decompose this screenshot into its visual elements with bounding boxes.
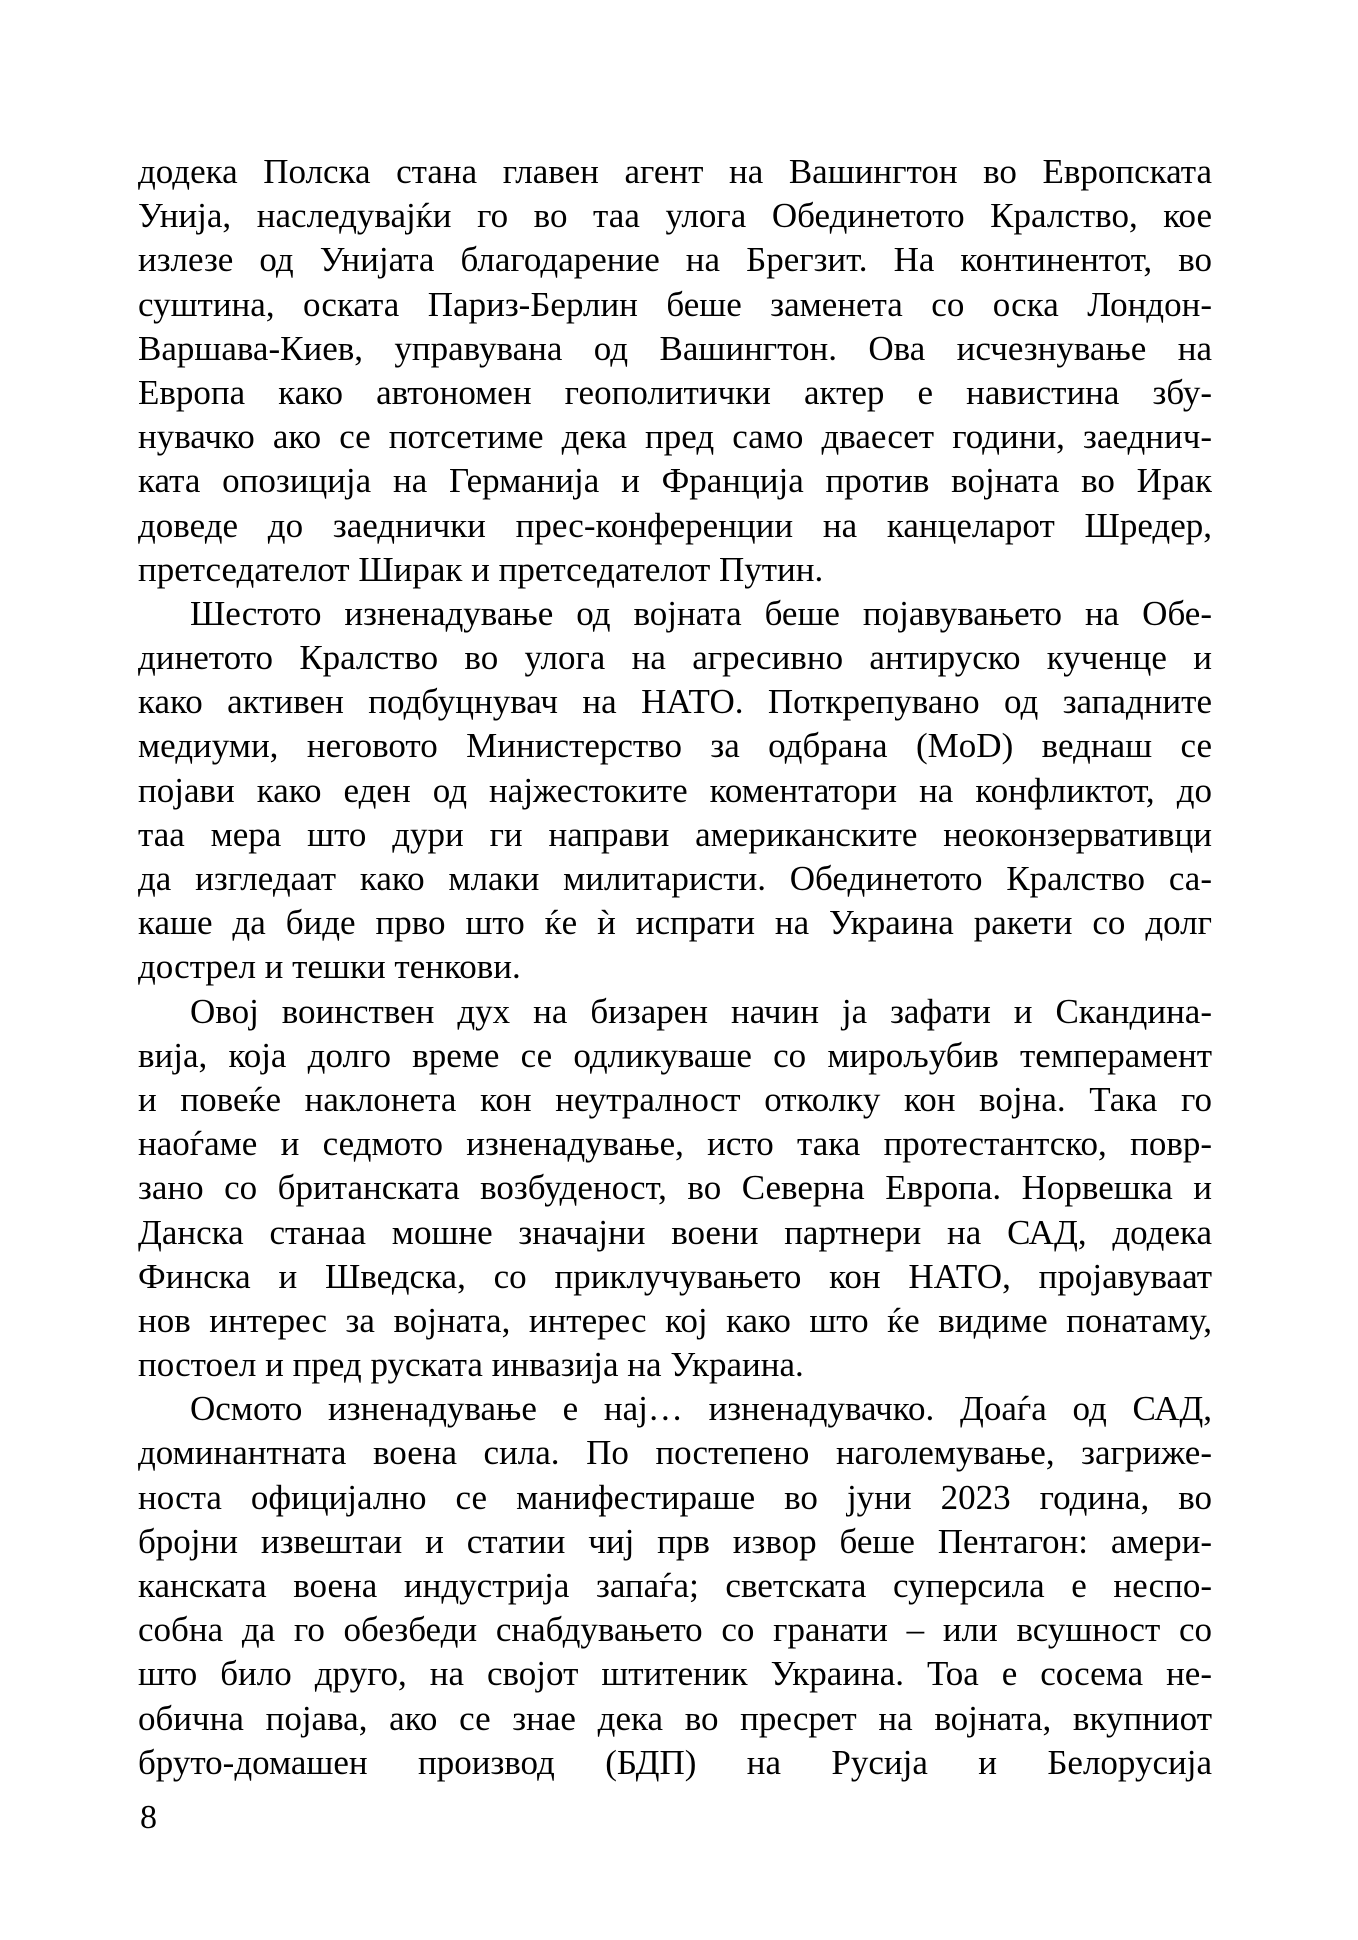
text-line: ката опозиција на Германија и Франција против војната во Ирак	[138, 461, 1212, 501]
text-line: канската воена индустрија запаѓа; светската суперсила е неспо-	[138, 1566, 1212, 1605]
text-line: наоѓаме и седмото изненадување, исто така протестантско, повр-	[138, 1124, 1212, 1164]
text-line: излезе од Унијата благодарение на Брегзит. На континентот, во	[138, 240, 1212, 280]
text-line: нов интерес за војната, интерес кој како што ќе видиме понатаму,	[138, 1300, 1212, 1340]
text-line: Овој воинствен дух на бизарен начин ја зафати и Скандина-	[190, 991, 1212, 1031]
text-line: Данска станаа мошне значајни воени партнери на САД, додека	[138, 1212, 1212, 1252]
text-line: таа мера што дури ги направи американските неоконзервативци	[138, 814, 1212, 854]
text-line: Унија, наследувајќи го во таа улога Обединетото Кралство, кое	[138, 196, 1212, 236]
text-line: собна да го обезбеди снабдувањето со гранати – или всушност со	[138, 1610, 1212, 1650]
text-line: зано со британската возбуденост, во Северна Европа. Норвешка и	[138, 1168, 1212, 1208]
text-line: и повеќе наклонета кон неутралност отколку кон војна. Така го	[138, 1079, 1212, 1119]
text-line: нувачко ако се потсетиме дека пред само дваесет години, заеднич-	[138, 417, 1212, 457]
text-line: претседателот Ширак и претседателот Путин.	[138, 549, 824, 589]
text-line: да изгледаат како млаки милитаристи. Обединетото Кралство са-	[138, 859, 1212, 898]
text-line: медиуми, неговото Министерство за одбрана (MoD) веднаш се	[138, 726, 1212, 766]
text-line: Европа како автономен геополитички актер е навистина збу-	[138, 372, 1212, 412]
text-line: Шестото изненадување од војната беше појавувањето на Обе-	[190, 593, 1212, 633]
text-line: бруто-домашен производ (БДП) на Русија и Белорусија	[138, 1742, 1212, 1782]
text-line: обична појава, ако се знае дека во пресрет на војната, вкупниот	[138, 1698, 1212, 1738]
text-line: додека Полска стана главен агент на Вашингтон во Европската	[138, 152, 1212, 191]
text-line: бројни извештаи и статии чиј прв извор беше Пентагон: амери-	[138, 1521, 1212, 1561]
text-line: постоел и пред руската инвазија на Украина.	[138, 1345, 804, 1385]
text-line: Финска и Шведска, со приклучувањето кон НАТО, пројавуваат	[138, 1256, 1212, 1296]
text-line: како активен подбуцнувач на НАТО. Поткрепувано од западните	[138, 682, 1212, 722]
text-line: динетото Кралство во улога на агресивно антируско кученце и	[138, 638, 1212, 678]
text-line: дострел и тешки тенкови.	[138, 947, 521, 987]
text-line: што било друго, на својот штитеник Украина. Тоа е сосема не-	[138, 1654, 1212, 1694]
text-line: каше да биде прво што ќе ѝ испрати на Украина ракети со долг	[138, 903, 1212, 943]
text-line: доведе до заеднички прес-конференции на канцеларот Шредер,	[138, 505, 1212, 545]
text-line: носта официјално се манифестираше во јуни 2023 година, во	[138, 1477, 1212, 1517]
text-line: појави како еден од најжестоките коментатори на конфликтот, до	[138, 770, 1212, 810]
text-block	[138, 150, 1212, 1785]
page-number: 8	[140, 1799, 157, 1836]
text-line: суштина, оската Париз-Берлин беше заменета со оска Лондон-	[138, 284, 1212, 324]
text-line: Осмото изненадување е нај… изненадувачко. Доаѓа од САД,	[190, 1389, 1212, 1429]
text-line: доминантната воена сила. По постепено наголемување, загриже-	[138, 1433, 1212, 1473]
text-line: Варшава-Киев, управувана од Вашингтон. Ова исчезнување на	[138, 328, 1212, 368]
text-line: вија, која долго време се одликуваше со мирољубив темперамент	[138, 1035, 1212, 1075]
